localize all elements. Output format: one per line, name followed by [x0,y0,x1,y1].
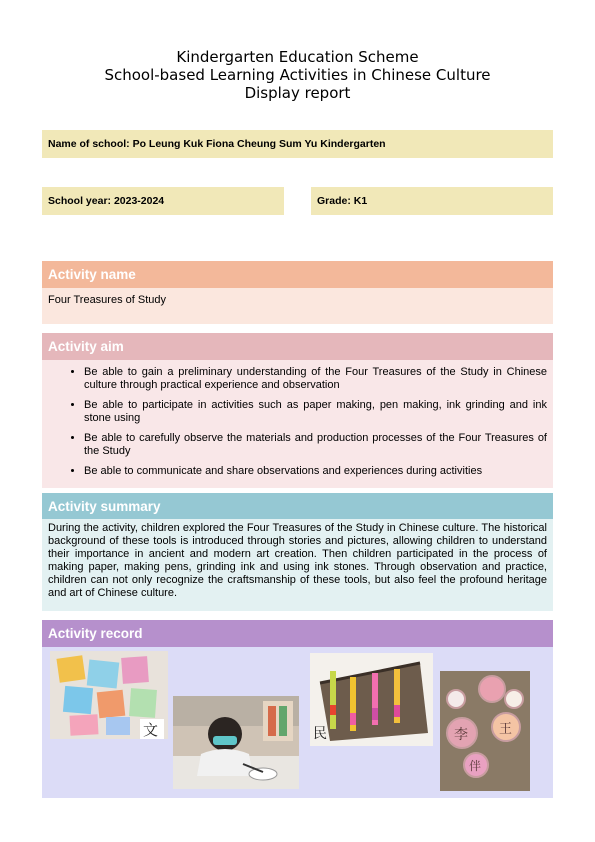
activity-aim-header [42,333,553,360]
activity-record-title: Activity record [48,626,143,641]
activity-aim-body [42,360,553,488]
activity-name-body [42,288,553,324]
school-name-field [42,130,553,158]
activity-aim-title: Activity aim [48,339,124,354]
school-year-label: School year: 2023-2024 [48,195,165,207]
aim-item: • Be able to participate in activities such as paper making, pen making, ink grinding and ink stone using [84,399,547,425]
activity-summary-text: During the activity, children explored the Four Treasures of the Study in Chinese culture. The historical background of these tools is introduced through stories and pictures, allowing children to understand their importance in ancient and modern art creation. Then children participated in the process of making paper, making pens, grinding ink and using ink stones. Through observation and practice, children can not only recognize the craftsmanship of these tools, but also feel the profound heritage and art of Chinese culture. [48,522,547,599]
child-painting-image [173,696,299,789]
title-line-2: School-based Learning Activities in Chinese Culture [104,66,491,84]
aim-item: • Be able to carefully observe the materials and production processes of the Four Treasures of the Study [84,432,547,458]
activity-summary-body [42,519,553,611]
stone-glyph-1: 李 [454,727,468,743]
aim-item: • Be able to communicate and share observations and experiences during activities [84,465,547,478]
ink-stones-image [440,671,530,791]
grade-field [311,187,553,215]
stone-glyph-2: 王 [499,722,513,737]
title-line-1: Kindergarten Education Scheme [176,48,419,66]
school-name-label: Name of school: Po Leung Kuk Fiona Cheung Sum Yu Kindergarten [48,138,386,150]
photo-child-painting [173,696,299,789]
activity-summary-header [42,493,553,519]
aim-item: • Be able to gain a preliminary understanding of the Four Treasures of the Study in Chinese culture through practical experience and observation [84,366,547,392]
brush-pens-image [310,653,433,746]
grade-label: Grade: K1 [317,195,368,207]
photo-brush-pens [310,653,433,746]
paper-glyph: 文 [143,721,159,739]
pens-glyph: 民 [313,726,327,742]
paper-squares-image [50,651,168,739]
photo-ink-stones [440,671,530,791]
report-title [0,48,595,102]
activity-summary-title: Activity summary [48,498,161,514]
activity-record-header [42,620,553,647]
activity-name-header [42,261,553,288]
stone-glyph-3: 伴 [469,759,482,773]
photo-paper-squares [50,651,168,739]
activity-name-text: Four Treasures of Study [48,294,166,306]
school-year-field [42,187,284,215]
aim-list [42,360,553,478]
title-line-3: Display report [244,84,351,102]
activity-name-title: Activity name [48,267,136,282]
